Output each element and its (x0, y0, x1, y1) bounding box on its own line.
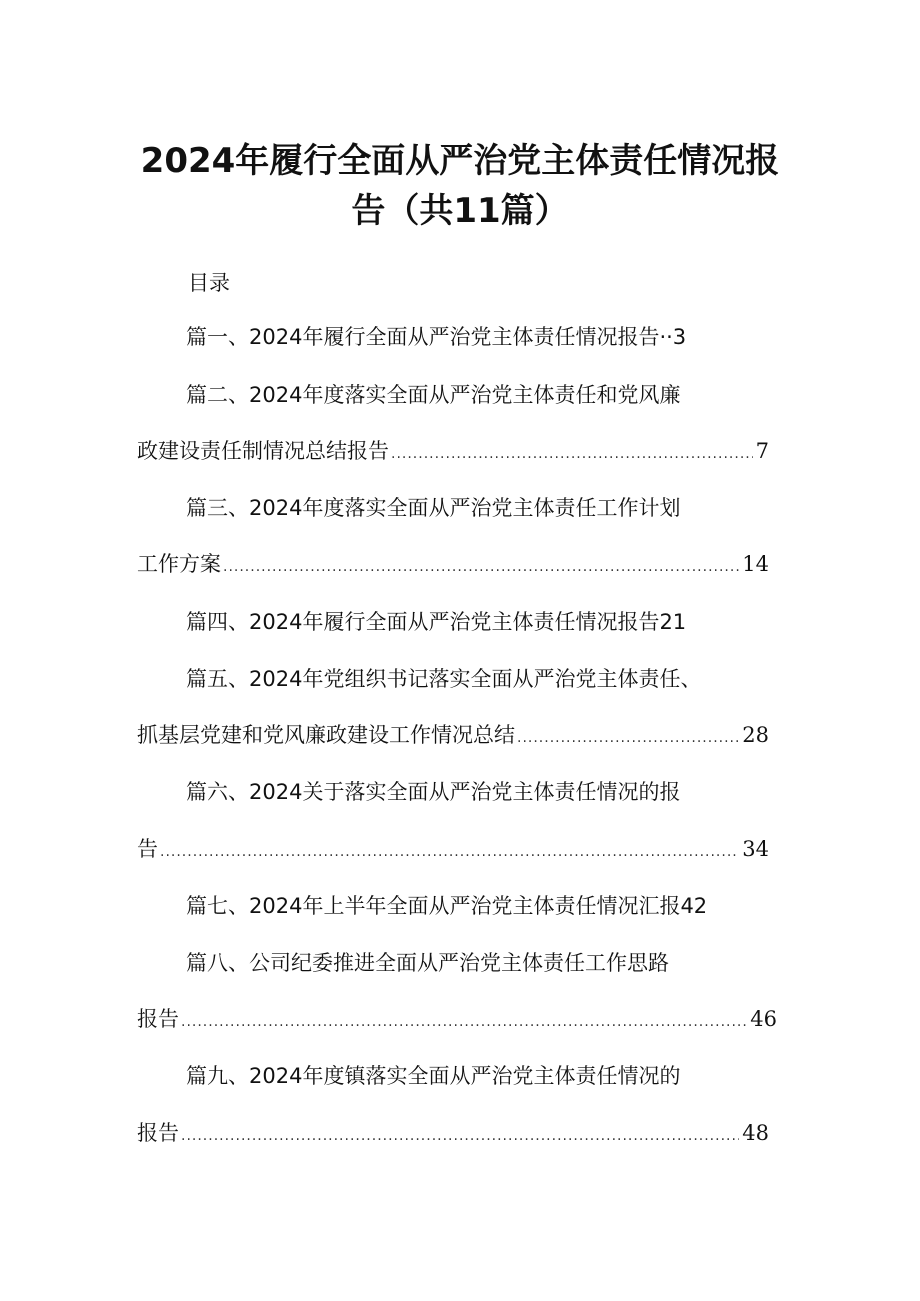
dot-leader (181, 1007, 747, 1037)
toc-entry-9-continuation[interactable] (137, 1118, 769, 1151)
toc-entry-2-continuation[interactable] (137, 436, 769, 469)
toc-entry-8-page: 46 (750, 1007, 777, 1031)
toc-entry-6-continuation[interactable] (137, 834, 769, 867)
dot-leader (181, 1121, 739, 1151)
toc-entry-8[interactable]: 篇八、公司纪委推进全面从严治党主体责任工作思路 (186, 951, 669, 975)
toc-entry-8-text: 报告 (137, 1007, 179, 1031)
toc-entry-9[interactable]: 篇九、2024年度镇落实全面从严治党主体责任情况的 (186, 1064, 681, 1088)
toc-entry-3[interactable]: 篇三、2024年度落实全面从严治党主体责任工作计划 (186, 496, 681, 520)
dot-leader (517, 723, 739, 753)
toc-entry-7[interactable]: 篇七、2024年上半年全面从严治党主体责任情况汇报42 (186, 894, 708, 918)
toc-entry-6-text: 告 (137, 837, 158, 861)
toc-entry-6[interactable]: 篇六、2024关于落实全面从严治党主体责任情况的报 (186, 780, 681, 804)
toc-entry-5[interactable]: 篇五、2024年党组织书记落实全面从严治党主体责任、 (186, 667, 702, 691)
toc-entry-5-continuation[interactable] (137, 720, 769, 753)
toc-heading: 目录 (188, 271, 230, 295)
toc-entry-8-continuation[interactable] (137, 1004, 777, 1037)
toc-entry-1[interactable]: 篇一、2024年履行全面从严治党主体责任情况报告··3 (186, 325, 687, 349)
toc-entry-2[interactable]: 篇二、2024年度落实全面从严治党主体责任和党风廉 (186, 383, 681, 407)
dot-leader (160, 837, 739, 867)
document-title-line-1: 2024年履行全面从严治党主体责任情况报 (140, 141, 780, 181)
toc-entry-3-continuation[interactable] (137, 549, 769, 582)
toc-entry-9-text: 报告 (137, 1121, 179, 1145)
toc-entry-4[interactable]: 篇四、2024年履行全面从严治党主体责任情况报告21 (186, 610, 687, 634)
toc-entry-2-text: 政建设责任制情况总结报告 (137, 439, 389, 463)
toc-entry-3-text: 工作方案 (137, 552, 221, 576)
dot-leader (391, 439, 753, 469)
toc-entry-5-page: 28 (742, 723, 769, 747)
dot-leader (223, 552, 739, 582)
toc-entry-9-page: 48 (742, 1121, 769, 1145)
toc-entry-5-text: 抓基层党建和党风廉政建设工作情况总结 (137, 723, 515, 747)
toc-entry-3-page: 14 (742, 552, 769, 576)
toc-entry-6-page: 34 (742, 837, 769, 861)
toc-entry-2-page: 7 (755, 439, 769, 463)
document-title-line-2: 告（共11篇） (351, 191, 569, 231)
